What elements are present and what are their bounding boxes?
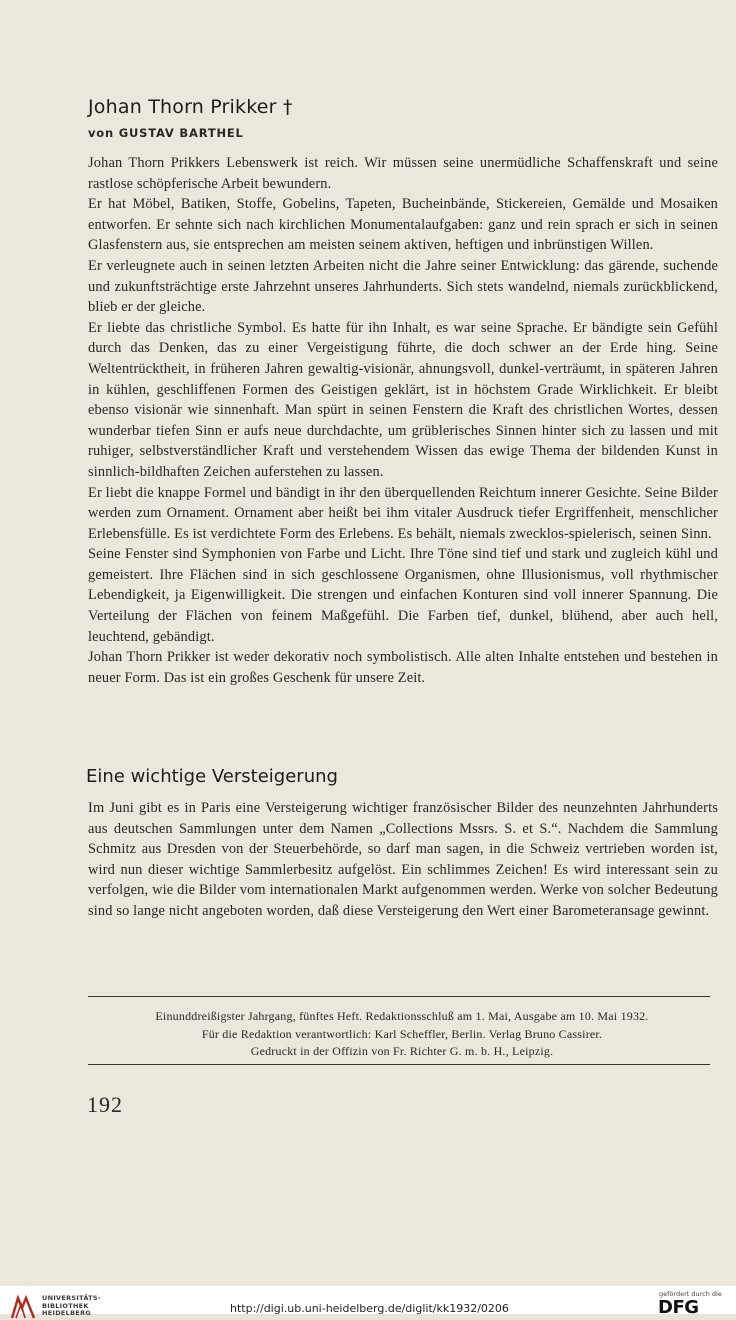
paragraph: Johan Thorn Prikker ist weder dekorativ noch symbolistisch. Alle alten Inhalte entstehen und bestehen in neuer Form. Das ist ein großes Geschenk für unsere Zeit. — [88, 649, 718, 686]
paragraph: Er hat Möbel, Batiken, Stoffe, Gobelins, Tapeten, Bucheinbände, Stickereien, Gemälde und Mosaiken entworfen. Er sehnte sich nach kirchlichen Monumentalaufgaben: ganz und rein sprach er sich in seinen Glasfenstern aus, sie entsprechen am meisten seinem aktiven, heftigen und inbrünstigen Willen. — [88, 196, 718, 254]
dfg-logo: DFG — [658, 1297, 699, 1318]
paragraph: Er liebt die knappe Formel und bändigt in ihr den überquellenden Reichtum innerer Gesichte. Seine Bilder werden zum Ornament. Ornament aber heißt bei ihm vitaler Ausdruck tiefer Ergriffenheit, menschlicher Erlebensfülle. Es ist verdichtete Form des Erlebens. Es behält, niemals zwecklos-spielerisch, seinen Sinn. — [88, 484, 718, 542]
article-title: Johan Thorn Prikker † — [88, 96, 293, 118]
paragraph: Johan Thorn Prikkers Lebenswerk ist reich. Wir müssen seine unermüdliche Schaffenskraft und seine rastlose schöpferische Arbeit bewundern. — [88, 155, 718, 192]
paragraph: Im Juni gibt es in Paris eine Versteigerung wichtiger französischer Bilder des neunzehnten Jahrhunderts aus deutschen Sammlungen unter dem Namen „Collections Mssrs. S. et S.“. Nachdem die Sammlung Schmitz aus Dresden von der Steuerbehörde, so darf man sagen, in die Schweiz vertrieben worden ist, wird nun dieser wichtige Sammlerbesitz aufgelöst. Ein schlimmes Zeichen! Es wird interessant sein zu verfolgen, wie die Bilder vom internationalen Markt aufgenommen werden. Werke von solcher Bedeutung sind so lange nicht angeboten worden, daß diese Versteigerung den Wert einer Barometeransage gewinnt. — [88, 800, 718, 919]
imprint-line: Einunddreißigster Jahrgang, fünftes Heft. Redaktionsschluß am 1. Mai, Ausgabe am 10. Mai 1932. — [155, 1009, 649, 1023]
page-number: 192 — [87, 1092, 123, 1117]
imprint-line: Für die Redaktion verantwortlich: Karl Scheffler, Berlin. Verlag Bruno Cassirer. — [201, 1026, 603, 1041]
imprint — [82, 1008, 722, 1061]
paragraph: Er liebte das christliche Symbol. Es hatte für ihn Inhalt, es war seine Sprache. Er bändigte sein Gefühl durch das Denken, das zu einer Vergeistigung führte, die doch schwer an der Erde hing. Seine Weltentrücktheit, in früheren Jahren gewaltig-visionär, ahnungsvoll, dunkel-verträumt, in späteren Jahren in kühlen, geschliffenen Formen des Geistigen geklärt, ist in höchstem Grade Wirklichkeit. Er bleibt ebenso visionär wie sinnenhaft. Man spürt in seinen Fenstern die Kraft des christlichen Wortes, dessen wunderbar tiefen Sinn er aufs neue durchdachte, um grüblerisches Sinnen hinter sich zu lassen und mit ruhiger, selbstverständlicher Kraft und verstehendem Wissen das ewige Thema der bildenden Kunst in sinnlich-bildhaften Zeichen auferstehen zu lassen. — [88, 319, 718, 480]
imprint-line: Gedruckt in der Offizin von Fr. Richter G. m. b. H., Leipzig. — [250, 1044, 554, 1058]
bottom-rule — [88, 1064, 710, 1065]
section-body — [88, 798, 718, 922]
section-heading: Eine wichtige Versteigerung — [86, 766, 338, 787]
paragraph: Seine Fenster sind Symphonien von Farbe und Licht. Ihre Töne sind tief und stark und zugleich kühl und gemeistert. Ihre Flächen sind in sich geschlossene Organismen, ohne Illusionismus, voll rhythmischer Lebendigkeit, ja Eigenwilligkeit. Die strengen und einfachen Konturen sind voll innerer Spannung. Die Verteilung der Flächen von feinem Maßgefühl. Die Farben tief, dunkel, blühend, aber auch hell, leuchtend, gebändigt. — [88, 546, 718, 645]
funding-note: gefördert durch die — [659, 1290, 722, 1298]
university-library-logo-icon — [8, 1294, 38, 1320]
paragraph: Er verleugnete auch in seinen letzten Arbeiten nicht die Jahre seiner Entwicklung: das gärende, suchende und zukunftsträchtige erste Jahrzehnt unseres Jahrhunderts. Sich stets wandelnd, niemals zurückblickend, blieb er der gleiche. — [88, 257, 718, 316]
article-body — [88, 153, 718, 688]
top-rule — [88, 996, 710, 997]
library-name: UNIVERSITÄTS- BIBLIOTHEK HEIDELBERG — [42, 1294, 101, 1317]
source-url-link[interactable]: http://digi.ub.uni-heidelberg.de/diglit/kk1932/0206 — [230, 1302, 509, 1315]
article-byline: von GUSTAV BARTHEL — [88, 126, 244, 140]
